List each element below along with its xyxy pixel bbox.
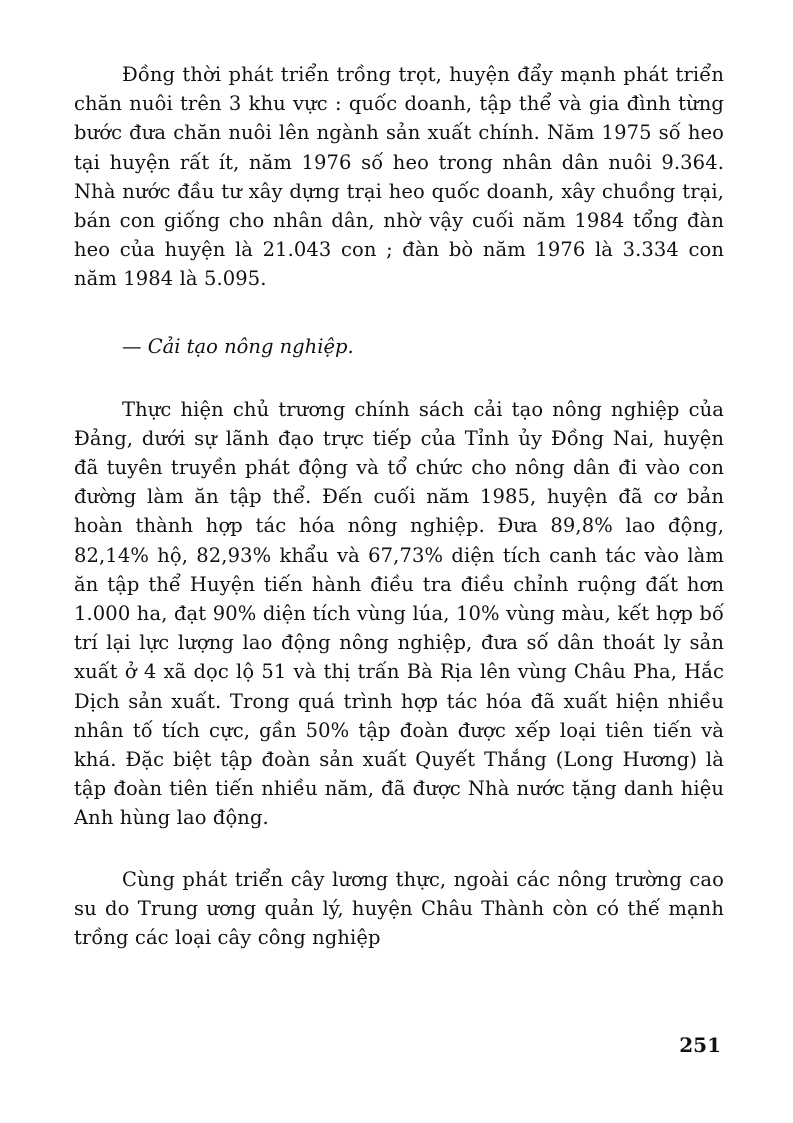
paragraph-livestock: Đồng thời phát triển trồng trọt, huyện đẩy mạnh phát triển chăn nuôi trên 3 khu vực : quốc doanh, tập thể và gia đình từng bước đưa chăn nuôi lên ngành sản xuất chính. Năm 1975 số heo tại huyện rất ít, năm 1976 số heo trong nhân dân nuôi 9.364. Nhà nước đầu tư xây dựng trại heo quốc doanh, xây chuồng trại, bán con giống cho nhân dân, nhờ vậy cuối năm 1984 tổng đàn heo của huyện là 21.043 con ; đàn bò năm 1976 là 3.334 con năm 1984 là 5.095.	[74, 63, 724, 291]
section-heading: — Cải tạo nông nghiệp.	[122, 334, 354, 358]
spacer	[74, 361, 724, 395]
paragraph-industrial-crops: Cùng phát triển cây lương thực, ngoài các nông trường cao su do Trung ương quản lý, huyện Châu Thành còn có thế mạnh trồng các loại cây công nghiệp	[74, 867, 724, 950]
page-number: 251	[679, 1033, 721, 1057]
document-page	[74, 60, 724, 952]
paragraph-agricultural-reform: Thực hiện chủ trương chính sách cải tạo nông nghiệp của Đảng, dưới sự lãnh đạo trực tiếp của Tỉnh ủy Đồng Nai, huyện đã tuyên truyền phát động và tổ chức cho nông dân đi vào con đường làm ăn tập thể. Đến cuối năm 1985, huyện đã cơ bản hoàn thành hợp tác hóa nông nghiệp. Đưa 89,8% lao động, 82,14% hộ, 82,93% khẩu và 67,73% diện tích canh tác vào làm ăn tập thể Huyện tiến hành điều tra điều chỉnh ruộng đất hơn 1.000 ha, đạt 90% diện tích vùng lúa, 10% vùng màu, kết hợp bố trí lại lực lượng lao động nông nghiệp, đưa số dân thoát ly sản xuất ở 4 xã dọc lộ 51 và thị trấn Bà Rịa lên vùng Châu Pha, Hắc Dịch sản xuất. Trong quá trình hợp tác hóa đã xuất hiện nhiều nhân tố tích cực, gần 50% tập đoàn được xếp loại tiên tiến và khá. Đặc biệt tập đoàn sản xuất Quyết Thắng (Long Hương) là tập đoàn tiên tiến nhiều năm, đã được Nhà nước tặng danh hiệu Anh hùng lao động.	[74, 397, 724, 830]
spacer	[74, 833, 724, 865]
spacer	[74, 294, 724, 332]
